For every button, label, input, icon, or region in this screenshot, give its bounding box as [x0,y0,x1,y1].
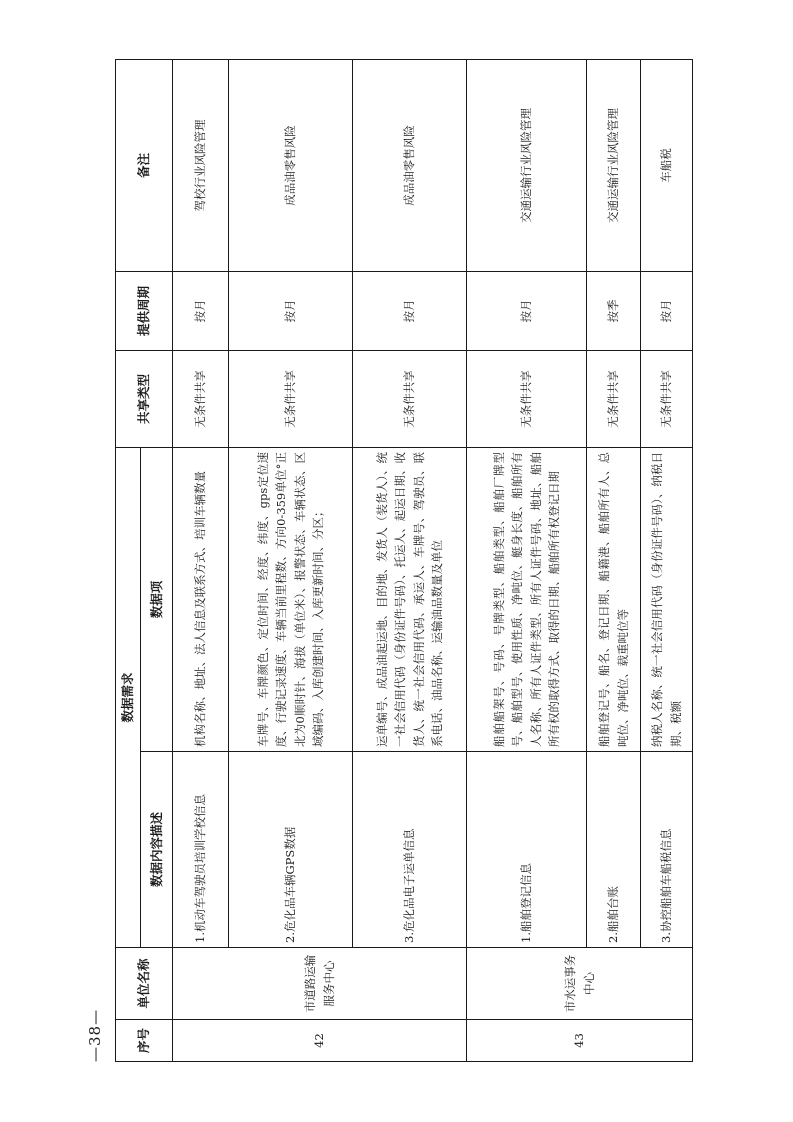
header-share-type: 共享类型 [116,350,173,447]
header-seq: 序号 [116,1020,173,1062]
page-number: —38— [86,1008,104,1062]
header-data-demand: 数据需求 [116,447,141,947]
period-cell: 按月 [229,271,353,350]
unit-name-cell: 市水运事务中心 [467,948,693,1020]
remark-cell: 成品油零售风险 [353,59,467,271]
data-items-cell: 机构名称、地址、法人信息及联系方式、培训车辆数量 [173,447,229,751]
table-row [229,59,353,1061]
share-type-cell: 无条件共享 [587,350,641,447]
header-content-desc: 数据内容描述 [141,752,173,948]
remark-cell: 驾校行业风险管理 [173,59,229,271]
table-row [641,59,693,1061]
header-period: 提供周期 [116,271,173,350]
seq-cell: 43 [467,1020,693,1062]
content-desc-cell: 2.危化品车辆GPS数据 [229,752,353,948]
remark-cell: 交通运输行业风险管理 [467,59,587,271]
share-type-cell: 无条件共享 [173,350,229,447]
share-type-cell: 无条件共享 [353,350,467,447]
content-desc-cell: 2.船舶台账 [587,752,641,948]
period-cell: 按季 [587,271,641,350]
header-data-items: 数据项 [141,447,173,751]
period-cell: 按月 [173,271,229,350]
content-desc-cell: 1.机动车驾驶员培训学校信息 [173,752,229,948]
table-row [467,59,587,1061]
share-type-cell: 无条件共享 [641,350,693,447]
data-items-cell: 车牌号、车牌颜色、定位时间、经度、纬度、gps定位速度、行驶记录速度、车辆当前里程数、方向0-359单位°正北为0顺时针、海拔（单位米）、报警状态、车辆状态、区域编码、入库创建时间、入库更新时间、分区； [229,447,353,751]
header-remark: 备注 [116,59,173,271]
data-items-cell: 纳税人名称、统一社会信用代码（身份证件号码）、纳税日期、税额 [641,447,693,751]
table-row [587,59,641,1061]
data-demand-table [115,59,693,1062]
period-cell: 按月 [353,271,467,350]
data-items-cell: 船舶登记号、船名、登记日期、船籍港、船舶所有人、总吨位、净吨位、载重吨位等 [587,447,641,751]
share-type-cell: 无条件共享 [229,350,353,447]
table-row [173,59,229,1061]
data-items-cell: 运单编号、成品油起运地、目的地、发货人（装货人）、统一社会信用代码（身份证件号码）、托运人、起运日期、收货人、统一社会信用代码、承运人、车牌号、驾驶员、联系电话、油品名称、运输油品数量及单位 [353,447,467,751]
table-row [353,59,467,1061]
header-unit-name: 单位名称 [116,948,173,1020]
seq-cell: 42 [173,1020,467,1062]
remark-cell: 车船税 [641,59,693,271]
period-cell: 按月 [641,271,693,350]
content-desc-cell: 1.船舶登记信息 [467,752,587,948]
remark-cell: 成品油零售风险 [229,59,353,271]
share-type-cell: 无条件共享 [467,350,587,447]
remark-cell: 交通运输行业风险管理 [587,59,641,271]
content-desc-cell: 3.协控船舶车船税信息 [641,752,693,948]
unit-name-cell: 市道路运输服务中心 [173,948,467,1020]
data-items-cell: 船舶船架号、号码、号牌类型、船舶类型、船舶厂牌型号、船舶型号、使用性质、净吨位、艇身长度、船舶所有人名称、所有人证件类型、所有人证件号码、地址、船舶所有权的取得方式、取得的日期、船舶所有权登记日期 [467,447,587,751]
content-desc-cell: 3.危化品电子运单信息 [353,752,467,948]
period-cell: 按月 [467,271,587,350]
